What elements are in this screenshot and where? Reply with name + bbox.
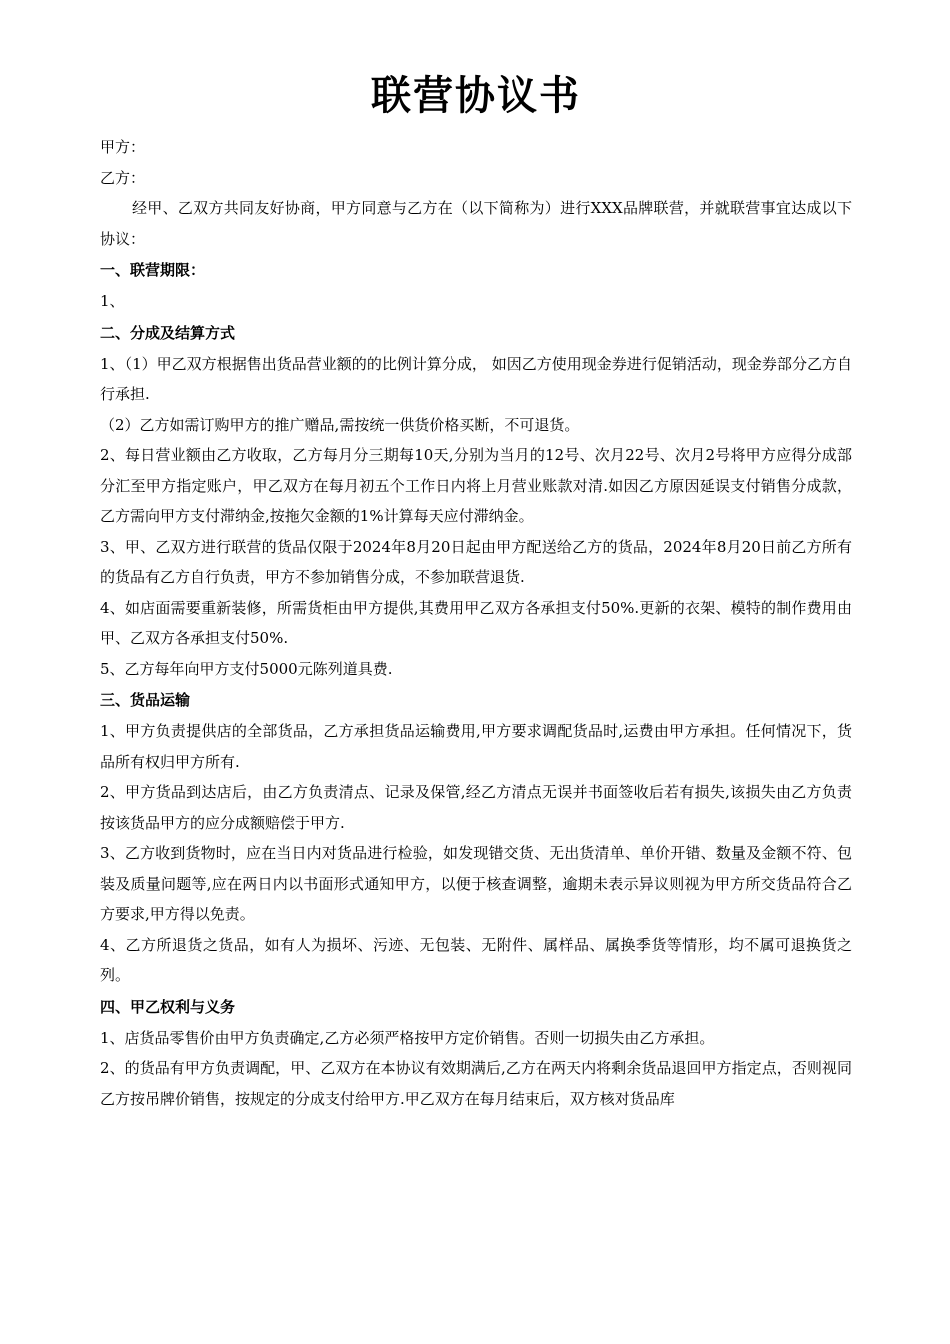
- transport-item: 2、甲方货品到达店后，由乙方负责清点、记录及保管,经乙方清点无误并书面签收后若有损失,该损失由乙方负责按该货品甲方的应分成额赔偿于甲方.: [100, 783, 852, 832]
- rights-item: 2、的货品有甲方负责调配，甲、乙双方在本协议有效期满后,乙方在两天内将剩余货品退回甲方指定点，否则视同乙方按吊牌价销售，按规定的分成支付给甲方.甲乙双方在每月结束后，双方核对货品库: [100, 1059, 852, 1108]
- settlement-item: 2、每日营业额由乙方收取，乙方每月分三期每10天,分别为当月的12号、次月22号、次月2号将甲方应得分成部分汇至甲方指定账户，甲乙双方在每月初五个工作日内将上月营业账款对清.如因乙方原因延误支付销售分成款，乙方需向甲方支付滞纳金,按拖欠金额的1%计算每天应付滞纳金。: [100, 446, 852, 525]
- section-heading-term: 一、联营期限：: [100, 261, 206, 279]
- transport-item: 4、乙方所退货之货品，如有人为损坏、污迹、无包装、无附件、属样品、属换季货等情形，均不属可退换货之列。: [100, 935, 852, 984]
- document-title: 联营协议书: [371, 73, 581, 119]
- settlement-item: 3、甲、乙双方进行联营的货品仅限于2024年8月20日起由甲方配送给乙方的货品，2024年8月20日前乙方所有的货品有乙方自行负责，甲方不参加销售分成，不参加联营退货.: [100, 537, 852, 586]
- transport-item: 3、乙方收到货物时，应在当日内对货品进行检验，如发现错交货、无出货清单、单价开错、数量及金额不符、包装及质量问题等,应在两日内以书面形式通知甲方，以便于核查调整，逾期未表示异议则视为甲方所交货品符合乙方要求,甲方得以免责。: [100, 844, 852, 923]
- settlement-item: （2）乙方如需订购甲方的推广赠品,需按统一供货价格买断，不可退货。: [100, 415, 580, 434]
- term-item: 1、: [100, 292, 125, 310]
- settlement-item: 5、乙方每年向甲方支付5000元陈列道具费.: [100, 659, 393, 678]
- document-page: [100, 68, 852, 1114]
- party-a-line: 甲方：: [100, 138, 146, 156]
- section-heading-rights: 四、甲乙权利与义务: [100, 997, 236, 1016]
- rights-item: 1、店货品零售价由甲方负责确定,乙方必须严格按甲方定价销售。否则一切损失由乙方承担。: [100, 1028, 715, 1047]
- section-heading-settlement: 二、分成及结算方式: [100, 323, 236, 342]
- intro-paragraph: 经甲、乙双方共同友好协商，甲方同意与乙方在（以下简称为）进行XXX品牌联营，并就联营事宜达成以下协议：: [100, 199, 852, 248]
- party-b-line: 乙方：: [100, 168, 146, 187]
- settlement-item: 4、如店面需要重新装修，所需货柜由甲方提供,其费用甲乙双方各承担支付50%.更新的衣架、模特的制作费用由甲、乙双方各承担支付50%.: [100, 598, 852, 647]
- settlement-item: 1、（1）甲乙双方根据售出货品营业额的的比例计算分成， 如因乙方使用现金券进行促销活动，现金券部分乙方自行承担.: [100, 354, 852, 403]
- transport-item: 1、甲方负责提供店的全部货品，乙方承担货品运输费用,甲方要求调配货品时,运费由甲方承担。任何情况下，货品所有权归甲方所有.: [100, 722, 852, 771]
- section-heading-transport: 三、货品运输: [100, 691, 191, 709]
